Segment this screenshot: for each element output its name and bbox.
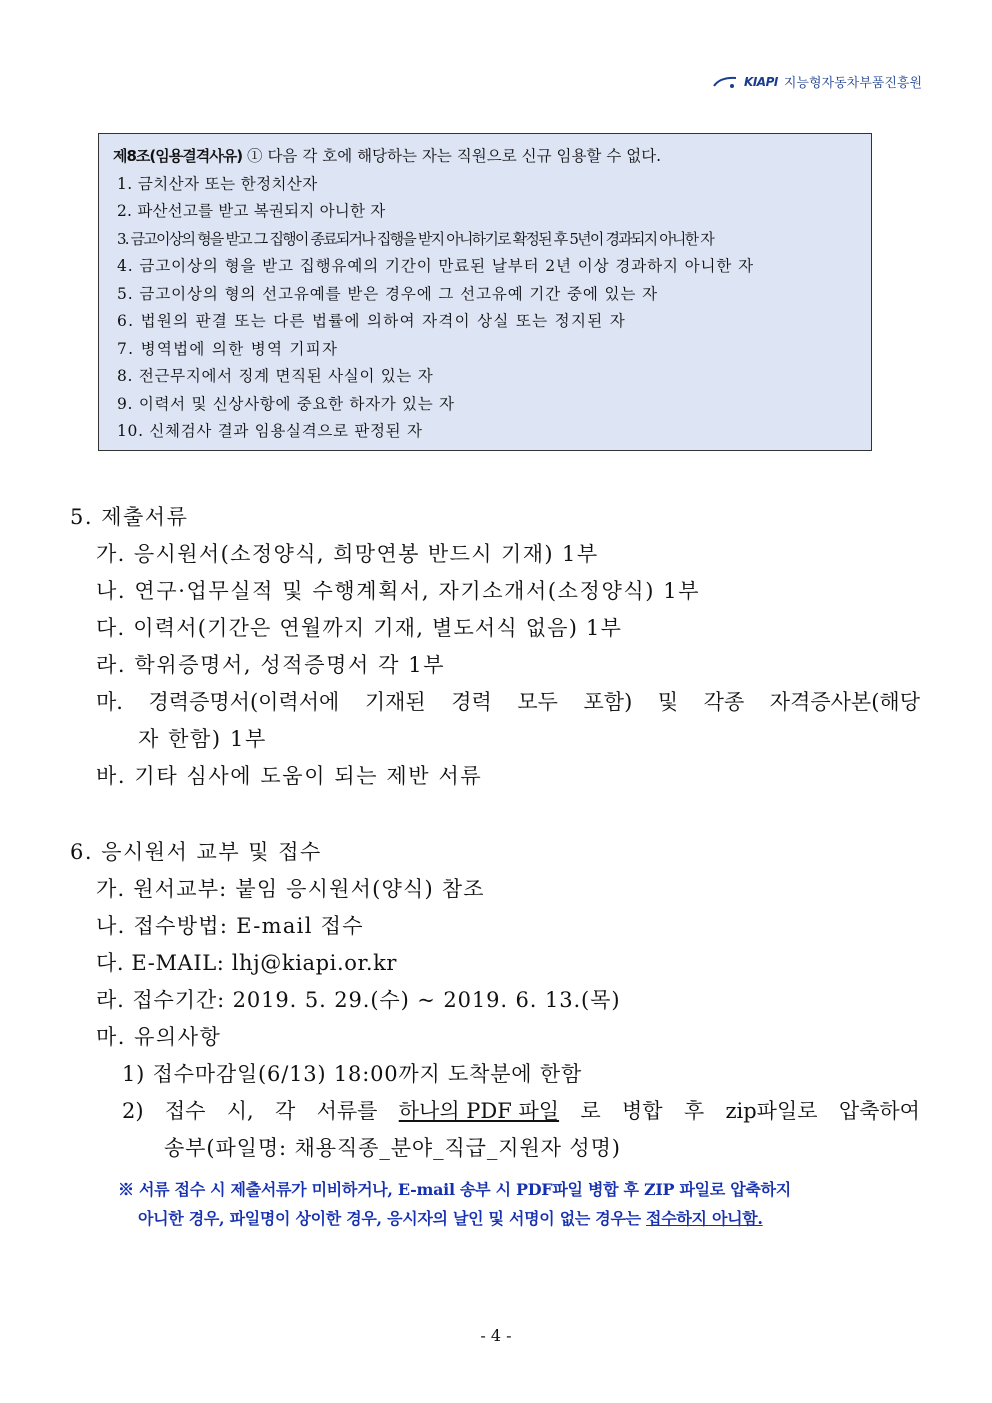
header-logo xyxy=(712,72,922,91)
word: 서류를 xyxy=(316,1099,378,1123)
word: 자격증사본(해당 xyxy=(769,690,920,714)
document-item-continuation: 자 한함) 1부 xyxy=(138,727,267,751)
rule-item: 10. 신체검사 결과 임용실격으로 판정된 자 xyxy=(117,422,423,440)
document-item: 라. 학위증명서, 성적증명서 각 1부 xyxy=(96,653,446,677)
underlined-phrase: 하나의 PDF 파일 xyxy=(398,1099,560,1123)
word: 마. xyxy=(96,690,123,714)
document-item: 다. 이력서(기간은 연월까지 기재, 별도서식 없음) 1부 xyxy=(96,616,623,640)
word: 기재된 xyxy=(364,690,426,714)
notice-sub-item-2 xyxy=(70,1093,922,1130)
section-application xyxy=(70,834,922,1167)
section-documents xyxy=(70,499,922,795)
application-item: 나. 접수방법: E-mail 접수 xyxy=(96,914,364,938)
word: 포함) xyxy=(583,690,633,714)
word: 경력 xyxy=(451,690,492,714)
word: 모두 xyxy=(517,690,558,714)
section-title: 5. 제출서류 xyxy=(70,505,189,529)
warning-text: 아니한 경우, 파일명이 상이한 경우, 응시자의 날인 및 서명이 없는 경우는 xyxy=(138,1209,647,1228)
page-number: - 4 - xyxy=(480,1326,512,1345)
warning-line-1: ※ 서류 접수 시 제출서류가 미비하거나, E-mail 송부 시 PDF파일 병합 후 ZIP 파일로 압축하지 xyxy=(118,1180,791,1199)
rule-box-heading xyxy=(113,143,871,171)
logo-org-name: 지능형자동차부품진흥원 xyxy=(783,76,922,91)
section-title: 6. 응시원서 교부 및 접수 xyxy=(70,840,322,864)
rule-item: 9. 이력서 및 신상사항에 중요한 하자가 있는 자 xyxy=(117,394,455,413)
document-item: 가. 응시원서(소정양식, 희망연봉 반드시 기재) 1부 xyxy=(96,542,599,566)
word: 시, xyxy=(226,1099,254,1123)
rule-item: 4. 금고이상의 형을 받고 집행유예의 기간이 만료된 날부터 2년 이상 경과하지 아니한 자 xyxy=(117,257,754,275)
warning-line-2 xyxy=(118,1204,924,1233)
word: 병합 xyxy=(621,1099,663,1123)
warning-emphasis: 접수하지 아니함. xyxy=(646,1209,763,1228)
word: 접수 xyxy=(164,1099,206,1123)
notice-sub-item-continuation: 송부(파일명: 채용직종_분야_직급_지원자 성명) xyxy=(164,1136,621,1160)
word: 각종 xyxy=(703,690,745,714)
rule-item: 1. 금치산자 또는 한정치산자 xyxy=(117,174,318,193)
rule-item: 6. 법원의 판결 또는 다른 법률에 의하여 자격이 상실 또는 정지된 자 xyxy=(117,312,626,330)
rule-item: 5. 금고이상의 형의 선고유예를 받은 경우에 그 선고유예 기간 중에 있는 자 xyxy=(117,284,659,303)
word: 경력증명서(이력서에 xyxy=(148,690,340,714)
word: 각 xyxy=(275,1099,296,1123)
rule-item: 7. 병역법에 의한 병역 기피자 xyxy=(117,339,339,358)
word: 압축하여 xyxy=(838,1099,920,1123)
application-item: 가. 원서교부: 붙임 응시원서(양식) 참조 xyxy=(96,877,485,901)
document-item: 나. 연구·업무실적 및 수행계획서, 자기소개서(소정양식) 1부 xyxy=(96,579,701,603)
submission-warning xyxy=(118,1175,924,1233)
document-item: 바. 기타 심사에 도움이 되는 제반 서류 xyxy=(96,764,483,788)
word: 및 xyxy=(657,690,679,714)
disqualification-rule-box xyxy=(98,133,872,451)
word: 2) xyxy=(122,1099,144,1123)
application-item-period: 라. 접수기간: 2019. 5. 29.(수) ~ 2019. 6. 13.(목) xyxy=(96,988,621,1012)
kiapi-swoosh-icon xyxy=(712,74,738,90)
rule-item: 3. 금고이상의 형을 받고 그 집행이 종료되거나 집행을 받지 아니하기로 확정된 후 5년이 경과되지 아니한 자 xyxy=(117,229,713,248)
rule-box-title: 제8조(임용결격사유) xyxy=(113,147,243,165)
notice-sub-item: 1) 접수마감일(6/13) 18:00까지 도착분에 한함 xyxy=(122,1062,583,1086)
rule-box-intro: ① 다음 각 호에 해당하는 자는 직원으로 신규 임용할 수 없다. xyxy=(247,147,662,165)
document-item-career xyxy=(70,684,922,721)
logo-brand-text: KIAPI xyxy=(744,74,778,89)
rule-item: 2. 파산선고를 받고 복권되지 아니한 자 xyxy=(117,202,386,220)
application-item-email: 다. E-MAIL: lhj@kiapi.or.kr xyxy=(96,951,398,975)
rule-item: 8. 전근무지에서 징계 면직된 사실이 있는 자 xyxy=(117,367,434,385)
word: zip파일로 xyxy=(725,1099,818,1123)
word: 로 xyxy=(580,1099,601,1123)
application-item: 마. 유의사항 xyxy=(96,1025,222,1049)
word: 후 xyxy=(683,1099,705,1123)
